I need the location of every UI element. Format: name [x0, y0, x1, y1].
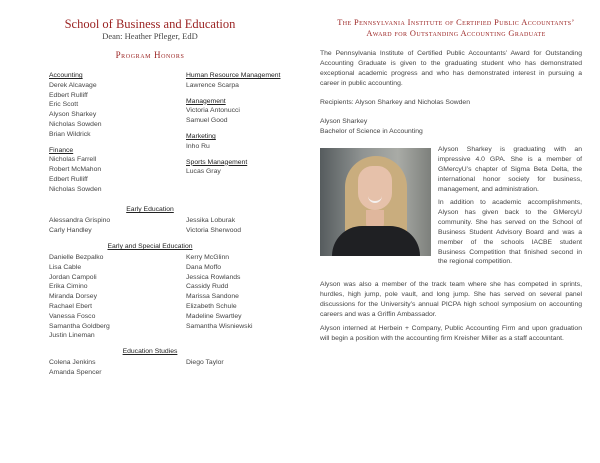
honoree-name: Jordan Campoli — [49, 273, 97, 281]
honoree-name: Madeline Swartley — [186, 312, 242, 320]
finance-heading: Finance — [49, 146, 74, 154]
honoree-name: Colena Jenkins — [49, 359, 96, 366]
honoree-name: Elizabeth Schule — [186, 302, 237, 310]
honoree-name: Kerry McGlinn — [186, 254, 230, 261]
honoree-name: Nicholas Farrell — [49, 156, 97, 164]
hrm-heading: Human Resource Management — [186, 72, 281, 79]
school-title: School of Business and Education — [64, 17, 236, 31]
dean-line: Dean: Heather Pfleger, EdD — [102, 31, 198, 41]
honoree-name: Miranda Dorsey — [49, 293, 97, 301]
honoree-name: Rachael Ebert — [49, 302, 93, 310]
honoree-name: Inho Ru — [186, 142, 210, 150]
honoree-name: Erika Cimino — [49, 283, 88, 291]
bio-paragraph-3: Alyson was also a member of the track team where she has competed in sprints, hurdles, high jump, pole vault, and long jump. She has served on several panel discussions for the University’s annual PICPA high school symposium on accounting careers and was a Griffin Ambassador. — [320, 281, 582, 318]
bio-paragraph-1: Alyson Sharkey is graduating with an impressive 4.0 GPA. She is a member of GMercyU’s chapter of Sigma Beta Delta, the international honor society for business, management, and administration. — [438, 146, 582, 193]
recipient-photo — [320, 148, 431, 256]
honoree-name: Alessandra Grispino — [49, 217, 111, 224]
accounting-heading: Accounting — [49, 72, 83, 79]
honoree-name: Justin Lineman — [49, 332, 95, 340]
honoree-name: Samantha Goldberg — [49, 322, 110, 330]
marketing-heading: Marketing — [186, 132, 216, 140]
honoree-name: Amanda Spencer — [49, 368, 102, 376]
honoree-name: Edbert Rulliff — [49, 175, 88, 183]
recipient-degree: Bachelor of Science in Accounting — [320, 128, 423, 135]
honoree-name: Lawrence Scarpa — [186, 81, 239, 89]
business-column — [186, 71, 280, 177]
honoree-name: Carly Handley — [49, 226, 92, 234]
early-education-col1 — [49, 216, 110, 236]
award-title-line1: The Pennsylvania Institute of Certified Public Accountants’ — [337, 18, 575, 27]
honoree-name: Nicholas Sowden — [49, 120, 102, 128]
honoree-name: Marissa Sandone — [186, 293, 239, 301]
honoree-name: Nicholas Sowden — [49, 185, 102, 193]
early-special-col2 — [186, 253, 252, 331]
accounting-finance-column — [49, 71, 102, 195]
honoree-name: Victoria Antonucci — [186, 107, 240, 115]
education-studies-heading: Education Studies — [122, 348, 178, 355]
honoree-name: Victoria Sherwood — [186, 226, 242, 234]
honoree-name: Alyson Sharkey — [49, 111, 97, 119]
early-education-col2 — [186, 216, 241, 236]
honoree-name: Diego Taylor — [186, 359, 224, 366]
honoree-name: Brian Wildrick — [49, 130, 91, 138]
management-heading: Management — [186, 97, 226, 105]
honoree-name: Samuel Good — [186, 117, 228, 125]
honoree-name: Jessica Rowlands — [186, 273, 241, 281]
honoree-name: Lisa Cable — [49, 263, 82, 271]
early-education-heading: Early Education — [126, 206, 174, 213]
program-honors-heading: Program Honors — [115, 50, 185, 60]
award-title-line2: Award for Outstanding Accounting Graduate — [366, 28, 546, 38]
honoree-name: Vanessa Fosco — [49, 312, 96, 320]
honoree-name: Robert McMahon — [49, 166, 102, 174]
honoree-name: Lucas Gray — [186, 168, 221, 176]
honoree-name: Jessika Loburak — [186, 217, 236, 224]
honoree-name: Derek Alcavage — [49, 81, 97, 89]
award-title — [322, 18, 590, 39]
early-special-education-heading: Early and Special Education — [107, 243, 193, 250]
sports-management-heading: Sports Management — [186, 158, 248, 166]
honoree-name: Dana Moffo — [186, 263, 222, 271]
recipients-line: Recipients: Alyson Sharkey and Nicholas Sowden — [320, 99, 470, 106]
recipient-name: Alyson Sharkey — [320, 118, 368, 125]
honoree-name: Samantha Wisniewski — [186, 322, 253, 330]
honoree-name: Eric Scott — [49, 101, 79, 109]
honoree-name: Cassidy Rudd — [186, 283, 229, 291]
bio-paragraph-2: In addition to academic accomplishments, Alyson has given back to the GMercyU community. She has served on the School of Business Student Advisory Board and was a member of the schools IACBE student Business Competition that finished second in the regional competition. — [438, 199, 582, 266]
honoree-name: Edbert Rulliff — [49, 91, 88, 99]
honoree-name: Danielle Bezpalko — [49, 254, 104, 261]
education-studies-col2 — [186, 358, 224, 368]
early-special-col1 — [49, 253, 110, 341]
education-studies-col1 — [49, 358, 102, 378]
bio-paragraph-4: Alyson interned at Herbein + Company, Public Accounting Firm and upon graduation will begin a position with the accounting firm Kreisher Miller as a staff accountant. — [320, 325, 582, 342]
award-intro: The Pennsylvania Institute of Certified Public Accountants’ Award for Outstanding Accounting Graduate is given to the graduating student who has demonstrated exceptional academic progress and who has demonstrated interest in pursuing a career in public accounting. — [320, 50, 582, 87]
